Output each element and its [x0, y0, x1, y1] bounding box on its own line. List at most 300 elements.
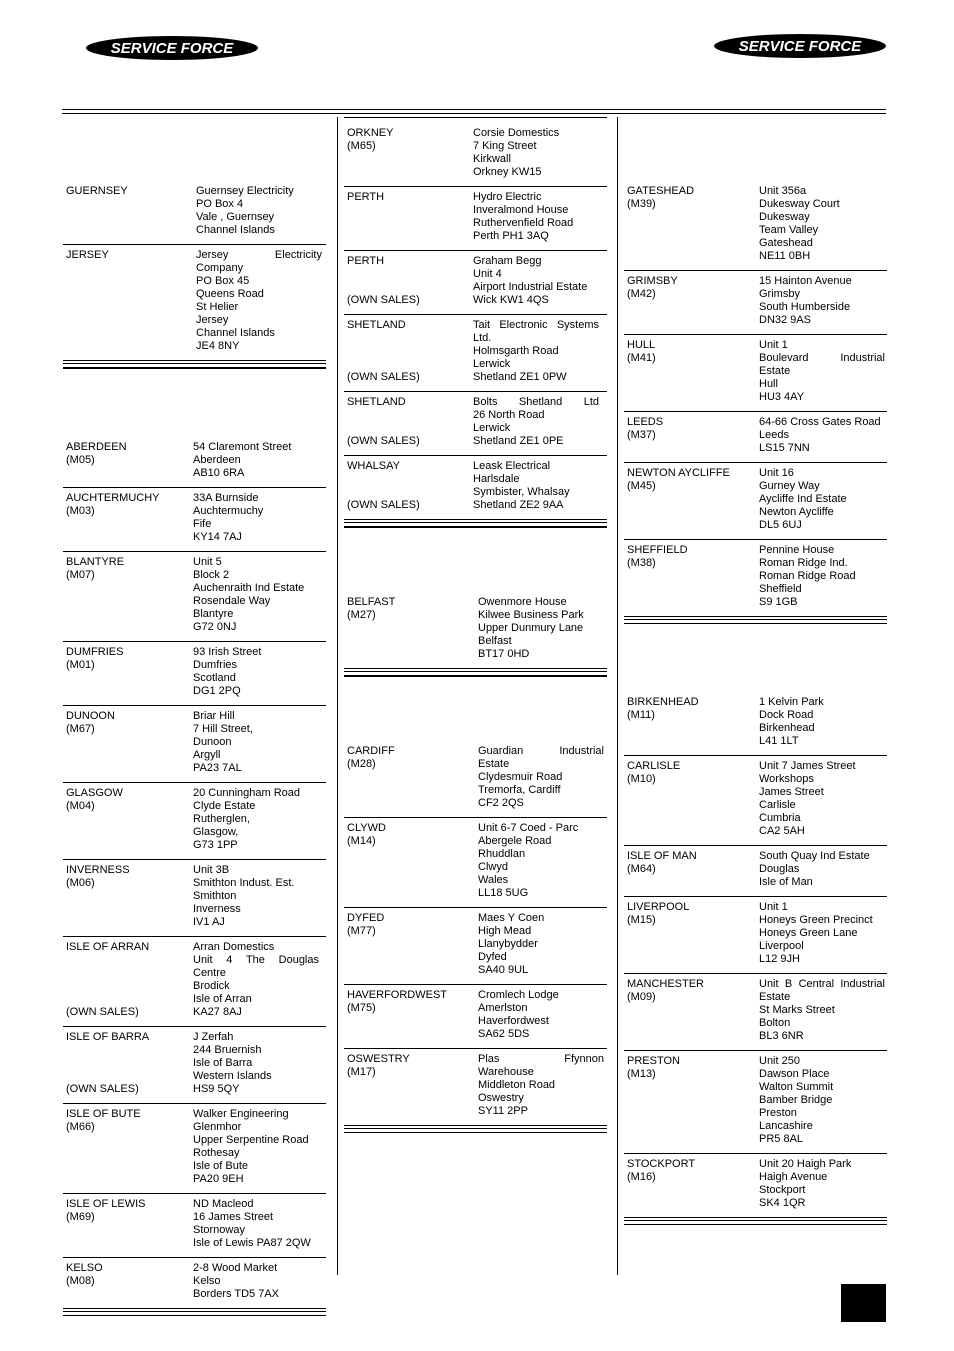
address-line: Fife	[193, 518, 212, 530]
address-line: Gurney Way	[759, 480, 820, 492]
address-line: Dumfries	[193, 659, 238, 671]
centre-code: (M14)	[347, 835, 376, 847]
centre-address	[478, 989, 559, 1041]
location-name: ISLE OF ARRAN	[66, 941, 150, 953]
address-line: Channel Islands	[196, 327, 275, 339]
address-line: Birkenhead	[759, 722, 815, 734]
address-line: Belfast	[478, 635, 512, 647]
address-line: SA40 9UL	[478, 964, 529, 976]
service-centre-entry	[63, 1194, 326, 1258]
directory-column-3	[624, 117, 887, 1225]
address-line: Unit 250	[759, 1055, 800, 1067]
service-centre-entry	[63, 181, 326, 245]
address-line: Auchenraith Ind Estate	[193, 582, 305, 594]
address-line: Amerlston	[478, 1002, 528, 1014]
address-line: Upper Serpentine Road	[193, 1134, 309, 1146]
address-line: Tait Electronic Systems	[473, 319, 599, 331]
centre-address	[759, 339, 885, 404]
location-name: ISLE OF BARRA	[66, 1031, 150, 1043]
address-line: Brodick	[193, 980, 230, 992]
address-line: Briar Hill	[193, 710, 235, 722]
address-line: Glasgow,	[193, 826, 239, 838]
section-spacer	[344, 676, 607, 741]
address-line: Dunoon	[193, 736, 232, 748]
top-rule-2	[62, 113, 886, 114]
address-line: St Helier	[196, 301, 239, 313]
address-line: Airport Industrial Estate	[473, 281, 588, 293]
address-line: 64-66 Cross Gates Road	[759, 416, 881, 428]
address-line: Walker Engineering	[193, 1108, 289, 1120]
address-line: NE11 0BH	[759, 250, 811, 262]
address-line: Holmsgarth Road	[473, 345, 559, 357]
centre-code: (OWN SALES)	[347, 294, 420, 306]
address-line: Dukesway Court	[759, 198, 840, 210]
address-line: Unit 6-7 Coed - Parc	[478, 822, 579, 834]
address-line: Estate	[759, 365, 791, 377]
centre-code: (M42)	[627, 288, 656, 300]
location-name: ISLE OF MAN	[627, 850, 697, 862]
address-line: 2-8 Wood Market	[193, 1262, 278, 1274]
address-line: BT17 0HD	[478, 648, 530, 660]
centre-address	[478, 1053, 604, 1118]
address-line: Stockport	[759, 1184, 806, 1196]
centre-code: (OWN SALES)	[347, 435, 420, 447]
address-line: 26 North Road	[473, 409, 545, 421]
centre-address	[478, 596, 584, 661]
address-line: Centre	[193, 967, 227, 979]
address-line: Owenmore House	[478, 596, 567, 608]
location-name: AUCHTERMUCHY	[66, 492, 160, 504]
centre-address	[193, 492, 263, 544]
service-centre-entry	[624, 974, 887, 1051]
location-name: SHEFFIELD	[627, 544, 688, 556]
address-line: 20 Cunningham Road	[193, 787, 301, 799]
centre-address	[759, 760, 856, 838]
address-line: SY11 2PP	[478, 1105, 528, 1117]
centre-address	[473, 460, 570, 512]
address-line: Stornoway	[193, 1224, 245, 1236]
address-line: PO Box 4	[196, 198, 244, 210]
address-line: Jersey Electricity	[196, 249, 322, 261]
centre-code: (M37)	[627, 429, 656, 441]
address-line: PA20 9EH	[193, 1173, 244, 1185]
service-centre-entry	[63, 1027, 326, 1104]
address-line: Scotland	[193, 672, 236, 684]
service-centre-entry	[624, 271, 887, 335]
address-line: Auchtermuchy	[193, 505, 264, 517]
centre-code: (M75)	[347, 1002, 376, 1014]
address-line: Unit 3B	[193, 864, 230, 876]
centre-address	[478, 822, 578, 900]
service-centre-entry	[624, 692, 887, 756]
service-centre-entry	[344, 1049, 607, 1126]
address-line: Symbister, Whalsay	[473, 486, 570, 498]
location-name: STOCKPORT	[627, 1158, 696, 1170]
address-line: Oswestry	[478, 1092, 524, 1104]
centre-code: (M09)	[627, 991, 656, 1003]
address-line: Ltd.	[473, 332, 492, 344]
address-line: Inveralmond House	[473, 204, 569, 216]
centre-code: (M01)	[66, 659, 95, 671]
service-centre-entry	[344, 908, 607, 985]
address-line: Glenmhor	[193, 1121, 242, 1133]
address-line: LS15 7NN	[759, 442, 810, 454]
centre-address	[473, 191, 573, 243]
address-line: Kilwee Business Park	[478, 609, 584, 621]
address-line: Unit 4	[473, 268, 502, 280]
address-line: L12 9JH	[759, 953, 800, 965]
centre-code: (M77)	[347, 925, 376, 937]
address-line: Haverfordwest	[478, 1015, 549, 1027]
address-line: Unit 1	[759, 339, 788, 351]
address-line: 54 Claremont Street	[193, 441, 292, 453]
service-centre-entry	[344, 741, 607, 818]
section-end-rule	[63, 1311, 326, 1316]
address-line: 15 Hainton Avenue	[759, 275, 852, 287]
address-line: Carlisle	[759, 799, 796, 811]
location-name: ABERDEEN	[66, 441, 127, 453]
top-rule-1	[62, 109, 886, 110]
centre-address	[193, 1108, 309, 1186]
service-centre-entry	[63, 552, 326, 642]
address-line: ND Macleod	[193, 1198, 254, 1210]
location-name: JERSEY	[66, 249, 109, 261]
address-line: Arran Domestics	[193, 941, 275, 953]
directory-column-2	[344, 117, 607, 1133]
address-line: Orkney KW15	[473, 166, 542, 178]
address-line: Bamber Bridge	[759, 1094, 833, 1106]
address-line: Kelso	[193, 1275, 221, 1287]
centre-address	[193, 441, 291, 480]
address-line: Perth PH1 3AQ	[473, 230, 549, 242]
centre-code: (M03)	[66, 505, 95, 517]
address-line: Newton Aycliffe	[759, 506, 834, 518]
address-line: Rosendale Way	[193, 595, 271, 607]
address-line: PO Box 45	[196, 275, 250, 287]
location-name: KELSO	[66, 1262, 103, 1274]
address-line: Graham Begg	[473, 255, 542, 267]
location-name: ORKNEY	[347, 127, 394, 139]
address-line: Workshops	[759, 773, 814, 785]
centre-address	[759, 696, 824, 748]
address-line: KA27 8AJ	[193, 1006, 242, 1018]
centre-address	[759, 544, 856, 609]
centre-address	[759, 978, 885, 1043]
address-line: Argyll	[193, 749, 221, 761]
centre-code: (M28)	[347, 758, 376, 770]
address-line: Llanybydder	[478, 938, 538, 950]
address-line: PR5 8AL	[759, 1133, 804, 1145]
address-line: IV1 AJ	[193, 916, 225, 928]
logo-text: SERVICE FORCE	[110, 40, 234, 57]
location-name: PERTH	[347, 191, 385, 203]
location-name: NEWTON AYCLIFFE	[627, 467, 730, 479]
location-name: GRIMSBY	[627, 275, 678, 287]
service-centre-entry	[344, 392, 607, 456]
address-line: Leask Electrical	[473, 460, 551, 472]
centre-address	[193, 1262, 279, 1301]
service-centre-entry	[63, 245, 326, 361]
address-line: Clwyd	[478, 861, 508, 873]
location-name: SHETLAND	[347, 396, 406, 408]
address-line: Corsie Domestics	[473, 127, 560, 139]
address-line: Cromlech Lodge	[478, 989, 559, 1001]
address-line: Smithton	[193, 890, 237, 902]
address-line: G72 0NJ	[193, 621, 237, 633]
location-name: BELFAST	[347, 596, 396, 608]
centre-address	[193, 1198, 311, 1250]
location-name: OSWESTRY	[347, 1053, 410, 1065]
service-centre-entry	[63, 783, 326, 860]
address-line: 33A Burnside	[193, 492, 259, 504]
centre-address	[193, 787, 300, 852]
service-centre-entry	[344, 123, 607, 187]
address-line: SA62 5DS	[478, 1028, 530, 1040]
address-line: SK4 1QR	[759, 1197, 806, 1209]
address-line: Inverness	[193, 903, 241, 915]
service-centre-entry	[624, 335, 887, 412]
address-line: Plas Ffynnon	[478, 1053, 604, 1065]
section-end-rule	[624, 1220, 887, 1225]
address-line: CF2 2QS	[478, 797, 524, 809]
address-line: Isle of Arran	[193, 993, 252, 1005]
address-line: Guernsey Electricity	[196, 185, 294, 197]
service-centre-entry	[63, 642, 326, 706]
service-centre-entry	[63, 437, 326, 488]
centre-code: (M67)	[66, 723, 95, 735]
address-line: Block 2	[193, 569, 230, 581]
address-line: Estate	[759, 991, 791, 1003]
centre-address	[473, 127, 559, 179]
service-centre-entry	[344, 251, 607, 315]
centre-code: (M04)	[66, 800, 95, 812]
address-line: Sheffield	[759, 583, 802, 595]
page-number-block	[841, 1284, 886, 1322]
centre-address	[193, 941, 319, 1019]
column-divider-1	[337, 117, 338, 1275]
address-line: Gateshead	[759, 237, 813, 249]
location-name: DUMFRIES	[66, 646, 124, 658]
address-line: Hydro Electric	[473, 191, 542, 203]
service-centre-entry	[63, 1104, 326, 1194]
centre-address	[193, 556, 304, 634]
address-line: Unit 20 Haigh Park	[759, 1158, 852, 1170]
address-line: Shetland ZE1 0PW	[473, 371, 567, 383]
address-line: Warehouse	[478, 1066, 534, 1078]
address-line: DL5 6UJ	[759, 519, 802, 531]
centre-address	[478, 912, 544, 977]
address-line: Kirkwall	[473, 153, 511, 165]
logo-text: SERVICE FORCE	[738, 38, 862, 55]
location-name: INVERNESS	[66, 864, 130, 876]
address-line: Unit 5	[193, 556, 222, 568]
location-name: BLANTYRE	[66, 556, 125, 568]
centre-address	[473, 319, 599, 384]
address-line: Estate	[478, 758, 510, 770]
address-line: 93 Irish Street	[193, 646, 262, 658]
address-line: AB10 6RA	[193, 467, 245, 479]
address-line: Roman Ridge Road	[759, 570, 856, 582]
centre-code: (M38)	[627, 557, 656, 569]
address-line: James Street	[759, 786, 824, 798]
location-name: MANCHESTER	[627, 978, 705, 990]
location-name: HAVERFORDWEST	[347, 989, 448, 1001]
centre-address	[478, 745, 604, 810]
address-line: High Mead	[478, 925, 532, 937]
address-line: L41 1LT	[759, 735, 799, 747]
address-line: Vale , Guernsey	[196, 211, 275, 223]
address-line: Rothesay	[193, 1147, 240, 1159]
centre-code: (M07)	[66, 569, 95, 581]
address-line: Honeys Green Precinct	[759, 914, 873, 926]
address-line: Pennine House	[759, 544, 835, 556]
address-line: Unit 4 The Douglas	[193, 954, 319, 966]
service-centre-entry	[624, 540, 887, 617]
address-line: Abergele Road	[478, 835, 552, 847]
address-line: Preston	[759, 1107, 797, 1119]
address-line: Company	[196, 262, 244, 274]
centre-code: (M27)	[347, 609, 376, 621]
address-line: DN32 9AS	[759, 314, 811, 326]
service-force-logo-right	[714, 33, 886, 57]
address-line: Honeys Green Lane	[759, 927, 858, 939]
centre-address	[196, 185, 294, 237]
centre-code: (M10)	[627, 773, 656, 785]
service-force-logo-left	[86, 35, 258, 59]
address-line: BL3 6NR	[759, 1030, 804, 1042]
centre-code: (M11)	[627, 709, 655, 721]
service-centre-entry	[63, 860, 326, 937]
centre-address	[473, 396, 599, 448]
service-centre-entry	[63, 706, 326, 783]
address-line: Shetland ZE1 0PE	[473, 435, 564, 447]
location-name: DUNOON	[66, 710, 115, 722]
centre-address	[473, 255, 587, 307]
address-line: 7 Hill Street,	[193, 723, 253, 735]
centre-code: (M39)	[627, 198, 656, 210]
address-line: South Quay Ind Estate	[759, 850, 870, 862]
location-name: DYFED	[347, 912, 385, 924]
centre-code: (M45)	[627, 480, 656, 492]
centre-address	[759, 416, 881, 455]
centre-code: (M06)	[66, 877, 95, 889]
directory-column-1	[63, 117, 326, 1316]
section-spacer	[63, 117, 326, 181]
address-line: Wales	[478, 874, 509, 886]
address-line: LL18 5UG	[478, 887, 529, 899]
address-line: Unit 7 James Street	[759, 760, 856, 772]
address-line: Cumbria	[759, 812, 801, 824]
section-spacer	[624, 624, 887, 692]
section-end-rule	[344, 1128, 607, 1133]
address-line: Maes Y Coen	[478, 912, 545, 924]
address-line: Aycliffe Ind Estate	[759, 493, 847, 505]
centre-code: (M05)	[66, 454, 95, 466]
section-spacer	[624, 117, 887, 181]
address-line: 244 Bruernish	[193, 1044, 262, 1056]
address-line: Jersey	[196, 314, 229, 326]
location-name: WHALSAY	[347, 460, 400, 472]
centre-code: (M17)	[347, 1066, 376, 1078]
location-name: PRESTON	[627, 1055, 680, 1067]
location-name: CARLISLE	[627, 760, 681, 772]
location-name: BIRKENHEAD	[627, 696, 699, 708]
centre-code: (M16)	[627, 1171, 656, 1183]
centre-code: (M64)	[627, 863, 656, 875]
address-line: Tremorfa, Cardiff	[478, 784, 561, 796]
service-centre-entry	[344, 456, 607, 520]
centre-address	[193, 864, 295, 929]
address-line: KY14 7AJ	[193, 531, 242, 543]
centre-code: (OWN SALES)	[66, 1083, 139, 1095]
centre-address	[196, 249, 322, 353]
address-line: HS9 5QY	[193, 1083, 240, 1095]
column-divider-2	[617, 117, 618, 1275]
centre-code: (OWN SALES)	[347, 371, 420, 383]
address-line: DG1 2PQ	[193, 685, 241, 697]
address-line: Unit 356a	[759, 185, 807, 197]
service-centre-entry	[624, 463, 887, 540]
centre-address	[759, 275, 852, 327]
address-line: 16 James Street	[193, 1211, 274, 1223]
service-centre-entry	[624, 181, 887, 271]
address-line: Haigh Avenue	[759, 1171, 828, 1183]
service-centre-entry	[624, 756, 887, 846]
address-line: Dukesway	[759, 211, 810, 223]
service-centre-entry	[624, 412, 887, 463]
address-line: 1 Kelvin Park	[759, 696, 824, 708]
address-line: Isle of Barra	[193, 1057, 253, 1069]
centre-code: (M69)	[66, 1211, 95, 1223]
service-centre-entry	[63, 488, 326, 552]
location-name: GATESHEAD	[627, 185, 695, 197]
address-line: Grimsby	[759, 288, 800, 300]
centre-address	[193, 646, 261, 698]
address-line: Queens Road	[196, 288, 264, 300]
address-line: 7 King Street	[473, 140, 537, 152]
address-line: Bolts Shetland Ltd	[473, 396, 599, 408]
service-centre-entry	[344, 592, 607, 669]
address-line: Upper Dunmury Lane	[478, 622, 584, 634]
location-name: GLASGOW	[66, 787, 123, 799]
centre-address	[759, 1055, 833, 1146]
address-line: Liverpool	[759, 940, 804, 952]
section-spacer	[344, 527, 607, 592]
location-name: CLYWD	[347, 822, 386, 834]
section-spacer	[63, 368, 326, 437]
service-centre-entry	[344, 985, 607, 1049]
address-line: PA23 7AL	[193, 762, 242, 774]
address-line: Isle of Man	[759, 876, 813, 888]
address-line: Blantyre	[193, 608, 234, 620]
address-line: CA2 5AH	[759, 825, 805, 837]
service-centre-entry	[63, 937, 326, 1027]
address-line: HU3 4AY	[759, 391, 805, 403]
location-name: HULL	[627, 339, 656, 351]
service-centre-entry	[63, 1258, 326, 1309]
centre-address	[759, 850, 870, 889]
address-line: Ruthervenfield Road	[473, 217, 574, 229]
centre-address	[759, 467, 847, 532]
address-line: Western Islands	[193, 1070, 272, 1082]
address-line: Hull	[759, 378, 778, 390]
location-name: LEEDS	[627, 416, 664, 428]
address-line: Borders TD5 7AX	[193, 1288, 280, 1300]
address-line: Clydesmuir Road	[478, 771, 563, 783]
address-line: G73 1PP	[193, 839, 238, 851]
centre-code: (M08)	[66, 1275, 95, 1287]
address-line: Leeds	[759, 429, 789, 441]
